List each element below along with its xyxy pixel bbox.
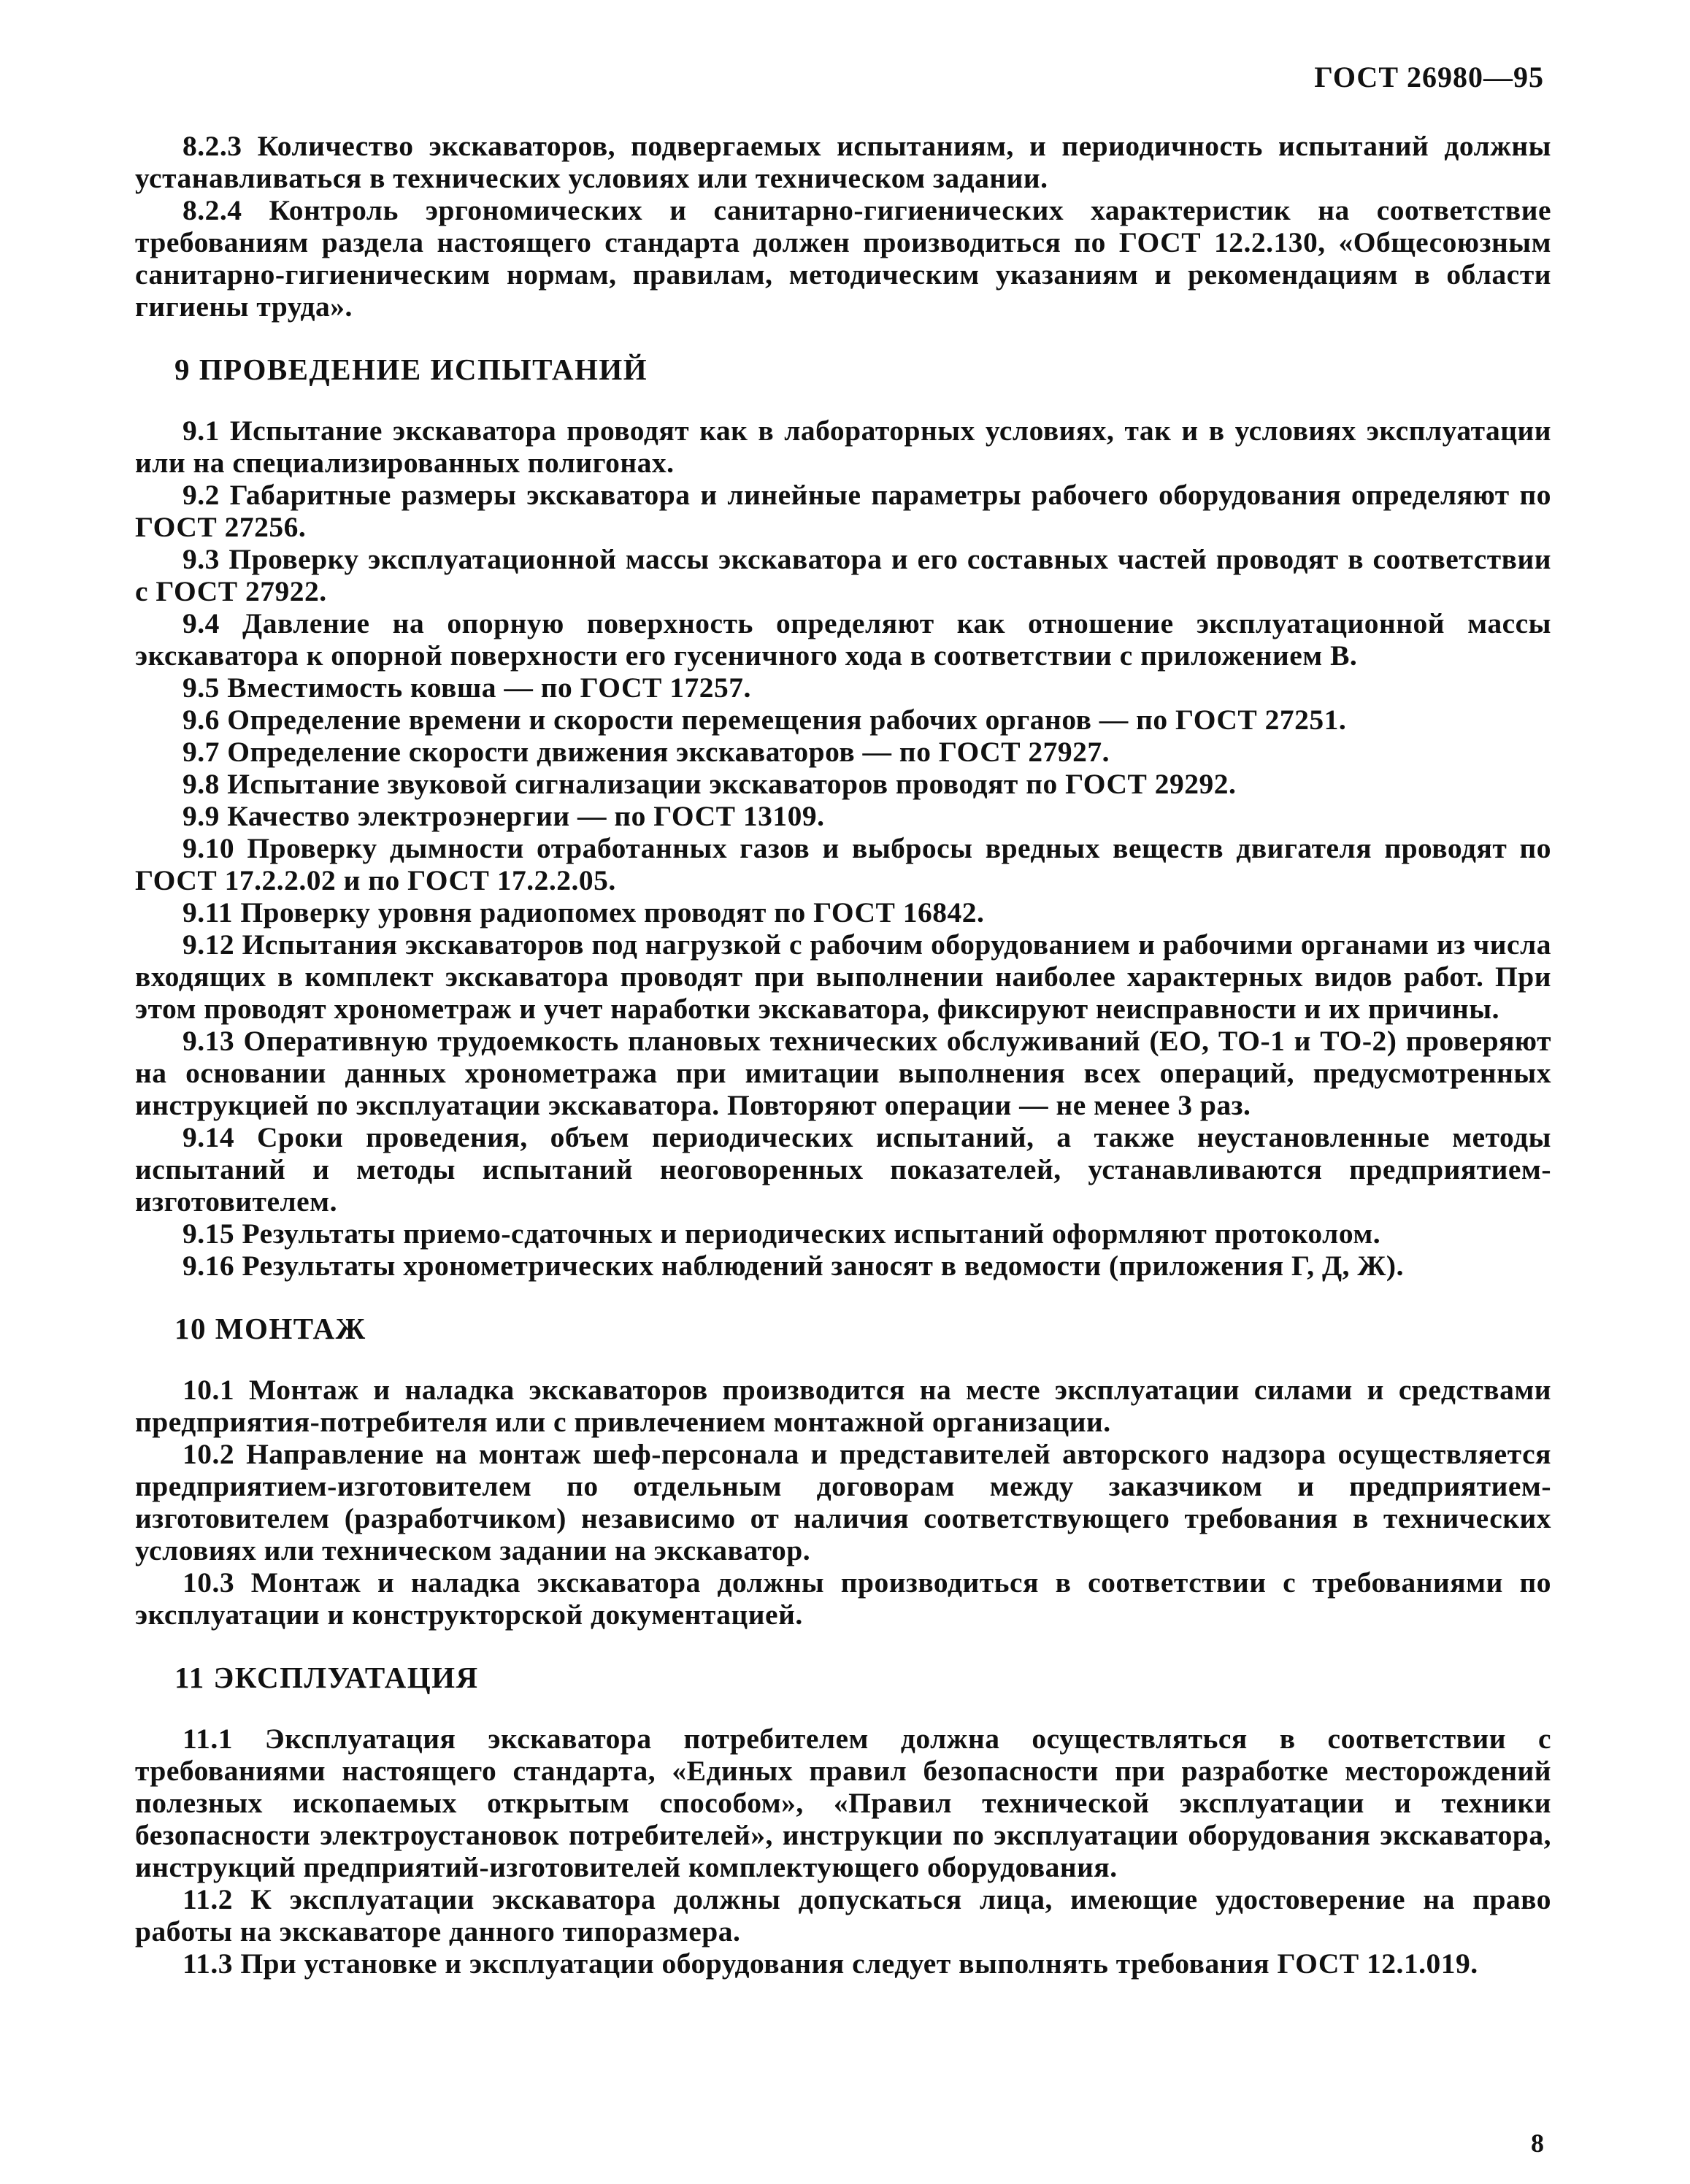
paragraph-11-1: 11.1 Эксплуатация экскаватора потребителем должна осуществляться в соответствии с требованиями настоящего стандарта, «Единых правил безопасности при разработке месторождений полезных ископаемых открытым способом», «Правил технической эксплуатации и техники безопасности электроустановок потребителей», инструкции по эксплуатации оборудования экскаватора, инструкций предприятий-изготовителей комплектующего оборудования.	[135, 1723, 1551, 1883]
paragraph-10-1: 10.1 Монтаж и наладка экскаваторов производится на месте эксплуатации силами и средствами предприятия-потребителя или с привлечением монтажной организации.	[135, 1374, 1551, 1438]
paragraph-9-4: 9.4 Давление на опорную поверхность определяют как отношение эксплуатационной массы экскаватора к опорной поверхности его гусеничного хода в соответствии с приложением В.	[135, 607, 1551, 672]
paragraph-9-7: 9.7 Определение скорости движения экскаваторов — по ГОСТ 27927.	[183, 736, 1110, 768]
document-code-header: ГОСТ 26980—95	[1314, 61, 1544, 93]
paragraph-9-10: 9.10 Проверку дымности отработанных газов и выбросы вредных веществ двигателя проводят по ГОСТ 17.2.2.02 и по ГОСТ 17.2.2.05.	[135, 832, 1551, 896]
paragraph-9-14: 9.14 Сроки проведения, объем периодических испытаний, а также неустановленные методы испытаний и методы испытаний неоговоренных показателей, устанавливаются предприятием-изготовителем.	[135, 1121, 1551, 1218]
paragraph-9-1: 9.1 Испытание экскаватора проводят как в лабораторных условиях, так и в условиях эксплуатации или на специализированных полигонах.	[135, 415, 1551, 479]
section-title-9: 9 ПРОВЕДЕНИЕ ИСПЫТАНИЙ	[174, 353, 648, 386]
paragraph-10-2: 10.2 Направление на монтаж шеф-персонала и представителей авторского надзора осуществляется предприятием-изготовителем по отдельным договорам между заказчиком и предприятием-изготовителем (разработчиком) независимо от наличия соответствующего требования в технических условиях или техническом задании на экскаватор.	[135, 1438, 1551, 1566]
page-number: 8	[1531, 2129, 1544, 2158]
paragraph-9-5: 9.5 Вместимость ковша — по ГОСТ 17257.	[183, 672, 751, 704]
paragraph-9-15: 9.15 Результаты приемо-сдаточных и периодических испытаний оформляют протоколом.	[183, 1218, 1381, 1250]
paragraph-9-8: 9.8 Испытание звуковой сигнализации экскаваторов проводят по ГОСТ 29292.	[183, 768, 1237, 800]
paragraph-8-2-4: 8.2.4 Контроль эргономических и санитарно-гигиенических характеристик на соответствие требованиям раздела настоящего стандарта должен производиться по ГОСТ 12.2.130, «Общесоюзным санитарно-гигиеническим нормам, правилам, методическим указаниям и рекомендациям в области гигиены труда».	[135, 194, 1551, 323]
paragraph-9-13: 9.13 Оперативную трудоемкость плановых технических обслуживаний (ЕО, ТО-1 и ТО-2) проверяют на основании данных хронометража при имитации выполнения всех операций, предусмотренных инструкцией по эксплуатации экскаватора. Повторяют операции — не менее 3 раз.	[135, 1025, 1551, 1121]
paragraph-8-2-3: 8.2.3 Количество экскаваторов, подвергаемых испытаниям, и периодичность испытаний должны устанавливаться в технических условиях или техническом задании.	[135, 130, 1551, 194]
paragraph-9-6: 9.6 Определение времени и скорости перемещения рабочих органов — по ГОСТ 27251.	[183, 704, 1347, 736]
paragraph-10-3: 10.3 Монтаж и наладка экскаватора должны производиться в соответствии с требованиями по эксплуатации и конструкторской документацией.	[135, 1566, 1551, 1631]
section-title-10: 10 МОНТАЖ	[174, 1312, 366, 1345]
paragraph-9-12: 9.12 Испытания экскаваторов под нагрузкой с рабочим оборудованием и рабочими органами из числа входящих в комплект экскаватора проводят при выполнении наиболее характерных видов работ. При этом проводят хронометраж и учет наработки экскаватора, фиксируют неисправности и их причины.	[135, 928, 1551, 1025]
paragraph-11-2: 11.2 К эксплуатации экскаватора должны допускаться лица, имеющие удостоверение на право работы на экскаваторе данного типоразмера.	[135, 1883, 1551, 1947]
document-body	[135, 130, 1551, 1980]
paragraph-9-9: 9.9 Качество электроэнергии — по ГОСТ 13109.	[183, 800, 825, 832]
section-title-11: 11 ЭКСПЛУАТАЦИЯ	[174, 1661, 479, 1694]
paragraph-9-3: 9.3 Проверку эксплуатационной массы экскаватора и его составных частей проводят в соответствии с ГОСТ 27922.	[135, 543, 1551, 607]
paragraph-9-11: 9.11 Проверку уровня радиопомех проводят по ГОСТ 16842.	[183, 896, 985, 928]
paragraph-11-3: 11.3 При установке и эксплуатации оборудования следует выполнять требования ГОСТ 12.1.019.	[183, 1947, 1478, 1980]
paragraph-9-16: 9.16 Результаты хронометрических наблюдений заносят в ведомости (приложения Г, Д, Ж).	[183, 1250, 1404, 1282]
paragraph-9-2: 9.2 Габаритные размеры экскаватора и линейные параметры рабочего оборудования определяют по ГОСТ 27256.	[135, 479, 1551, 543]
